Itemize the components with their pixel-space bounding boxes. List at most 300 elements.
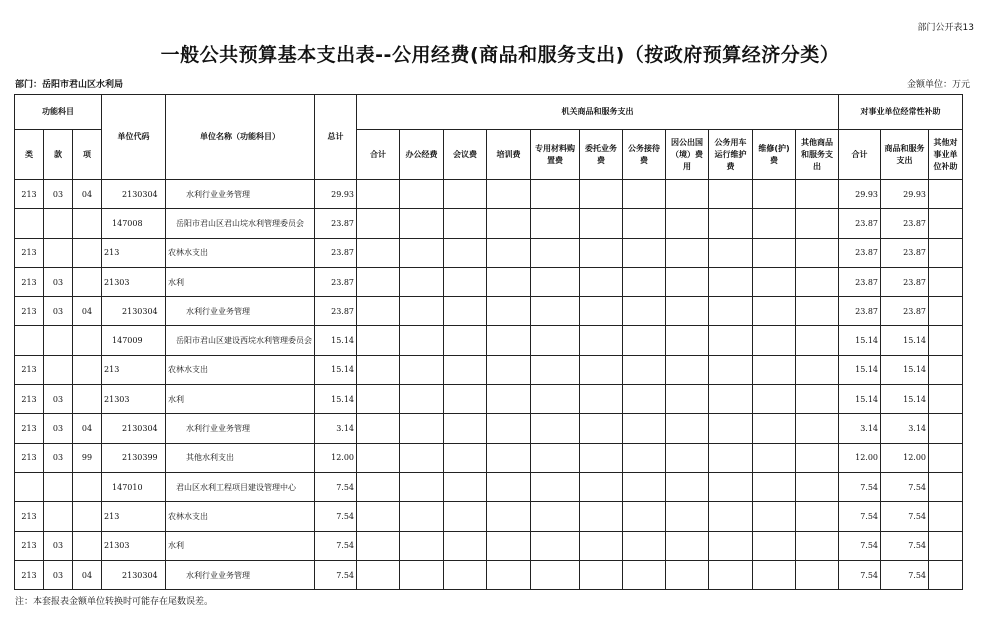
unit-code-cell: 2130304 xyxy=(102,560,166,589)
org-col-header: 维修(护)费 xyxy=(753,130,796,180)
kuan-cell: 03 xyxy=(44,443,73,472)
org-value-cell xyxy=(709,385,753,414)
subsidy-group-header: 对事业单位经常性补助 xyxy=(839,95,963,130)
org-value-cell xyxy=(400,355,444,384)
xiang-cell xyxy=(73,385,102,414)
org-value-cell xyxy=(357,180,400,209)
org-value-cell xyxy=(357,297,400,326)
org-value-cell xyxy=(580,502,623,531)
org-value-cell xyxy=(580,326,623,355)
org-value-cell xyxy=(753,531,796,560)
org-value-cell xyxy=(487,297,531,326)
org-value-cell xyxy=(796,355,839,384)
kuan-cell: 03 xyxy=(44,297,73,326)
subsidy-goods-cell: 12.00 xyxy=(881,443,929,472)
subsidy-other-cell xyxy=(929,560,963,589)
page-label: 部门公开表13 xyxy=(917,23,974,33)
lei-cell: 213 xyxy=(15,385,44,414)
unit-code-cell: 21303 xyxy=(102,385,166,414)
org-value-cell xyxy=(796,531,839,560)
table-header xyxy=(15,95,963,180)
org-value-cell xyxy=(400,443,444,472)
org-value-cell xyxy=(666,180,709,209)
org-value-cell xyxy=(623,297,666,326)
subsidy-total-cell: 3.14 xyxy=(839,414,881,443)
kuan-cell: 03 xyxy=(44,385,73,414)
org-col-header: 其他商品和服务支出 xyxy=(796,130,839,180)
subsidy-goods-cell: 15.14 xyxy=(881,355,929,384)
lei-cell: 213 xyxy=(15,180,44,209)
subsidy-other-cell xyxy=(929,238,963,267)
table-row xyxy=(15,238,963,267)
org-value-cell xyxy=(444,355,487,384)
subsidy-other-cell xyxy=(929,267,963,296)
subsidy-goods-cell: 23.87 xyxy=(881,238,929,267)
org-value-cell xyxy=(623,267,666,296)
subsidy-goods-cell: 7.54 xyxy=(881,560,929,589)
table-row xyxy=(15,209,963,238)
org-value-cell xyxy=(357,238,400,267)
org-value-cell xyxy=(623,414,666,443)
org-value-cell xyxy=(531,443,580,472)
org-value-cell xyxy=(709,531,753,560)
org-value-cell xyxy=(531,267,580,296)
xiang-cell xyxy=(73,472,102,501)
unit-name-cell: 农林水支出 xyxy=(166,502,315,531)
unit-name-cell: 水利行业业务管理 xyxy=(166,414,315,443)
org-value-cell xyxy=(623,326,666,355)
subsidy-other-cell xyxy=(929,326,963,355)
org-value-cell xyxy=(531,238,580,267)
org-value-cell xyxy=(400,209,444,238)
org-value-cell xyxy=(666,385,709,414)
org-value-cell xyxy=(623,472,666,501)
kuan-cell xyxy=(44,238,73,267)
org-value-cell xyxy=(444,502,487,531)
xiang-cell: 04 xyxy=(73,180,102,209)
org-value-cell xyxy=(666,414,709,443)
org-value-cell xyxy=(623,502,666,531)
subsidy-total-cell: 7.54 xyxy=(839,531,881,560)
org-value-cell xyxy=(357,531,400,560)
subsidy-goods-cell: 15.14 xyxy=(881,326,929,355)
org-value-cell xyxy=(580,531,623,560)
total-cell: 29.93 xyxy=(315,180,357,209)
org-value-cell xyxy=(709,560,753,589)
amount-unit-label: 金额单位：万元 xyxy=(906,80,970,90)
subsidy-total-cell: 15.14 xyxy=(839,385,881,414)
subsidy-other-cell xyxy=(929,385,963,414)
subsidy-total-cell: 12.00 xyxy=(839,443,881,472)
org-value-cell xyxy=(796,502,839,531)
lei-cell: 213 xyxy=(15,443,44,472)
org-value-cell xyxy=(531,297,580,326)
total-cell: 7.54 xyxy=(315,472,357,501)
org-value-cell xyxy=(666,326,709,355)
org-value-cell xyxy=(531,472,580,501)
org-value-cell xyxy=(487,472,531,501)
xiang-cell xyxy=(73,209,102,238)
lei-cell: 213 xyxy=(15,267,44,296)
org-value-cell xyxy=(709,238,753,267)
org-value-cell xyxy=(623,209,666,238)
org-value-cell xyxy=(487,560,531,589)
org-value-cell xyxy=(666,443,709,472)
total-cell: 15.14 xyxy=(315,326,357,355)
subsidy-other-cell xyxy=(929,531,963,560)
subsidy-goods-cell: 29.93 xyxy=(881,180,929,209)
org-value-cell xyxy=(796,560,839,589)
unit-name-cell: 水利 xyxy=(166,531,315,560)
org-value-cell xyxy=(753,209,796,238)
org-value-cell xyxy=(796,472,839,501)
subsidy-total-cell: 7.54 xyxy=(839,472,881,501)
org-value-cell xyxy=(531,209,580,238)
xiang-cell: 04 xyxy=(73,414,102,443)
unit-code-cell: 21303 xyxy=(102,531,166,560)
org-value-cell xyxy=(709,297,753,326)
org-value-cell xyxy=(753,238,796,267)
org-value-cell xyxy=(753,385,796,414)
unit-name-cell: 水利行业业务管理 xyxy=(166,560,315,589)
org-value-cell xyxy=(709,267,753,296)
org-value-cell xyxy=(666,297,709,326)
kuan-cell: 03 xyxy=(44,267,73,296)
unit-code-header: 单位代码 xyxy=(102,95,166,180)
unit-code-cell: 147008 xyxy=(102,209,166,238)
org-value-cell xyxy=(709,355,753,384)
subsidy-total-cell: 23.87 xyxy=(839,297,881,326)
page-title: 一般公共预算基本支出表--公用经费(商品和服务支出)（按政府预算经济分类） xyxy=(160,44,840,66)
xiang-cell xyxy=(73,531,102,560)
table-row xyxy=(15,443,963,472)
org-value-cell xyxy=(666,355,709,384)
org-value-cell xyxy=(753,472,796,501)
org-value-cell xyxy=(796,385,839,414)
org-value-cell xyxy=(753,326,796,355)
org-value-cell xyxy=(623,238,666,267)
total-cell: 23.87 xyxy=(315,267,357,296)
unit-name-cell: 水利行业业务管理 xyxy=(166,297,315,326)
subsidy-total-cell: 23.87 xyxy=(839,238,881,267)
unit-code-cell: 21303 xyxy=(102,267,166,296)
org-value-cell xyxy=(400,472,444,501)
subsidy-goods-cell: 7.54 xyxy=(881,502,929,531)
org-value-cell xyxy=(580,297,623,326)
org-value-cell xyxy=(400,297,444,326)
org-value-cell xyxy=(444,531,487,560)
kuan-cell xyxy=(44,502,73,531)
org-value-cell xyxy=(531,502,580,531)
org-value-cell xyxy=(444,560,487,589)
org-value-cell xyxy=(666,531,709,560)
subsidy-total-cell: 15.14 xyxy=(839,326,881,355)
budget-table xyxy=(14,94,963,590)
subsidy-col-header: 合计 xyxy=(839,130,881,180)
org-value-cell xyxy=(357,414,400,443)
org-value-cell xyxy=(796,209,839,238)
org-value-cell xyxy=(487,355,531,384)
org-value-cell xyxy=(444,180,487,209)
org-group-header: 机关商品和服务支出 xyxy=(357,95,839,130)
org-value-cell xyxy=(753,267,796,296)
lei-cell: 213 xyxy=(15,414,44,443)
xiang-cell xyxy=(73,267,102,296)
table-row xyxy=(15,385,963,414)
org-value-cell xyxy=(444,472,487,501)
org-value-cell xyxy=(580,385,623,414)
org-value-cell xyxy=(580,443,623,472)
org-value-cell xyxy=(357,472,400,501)
org-value-cell xyxy=(357,443,400,472)
func-group-header: 功能科目 xyxy=(15,95,102,130)
org-value-cell xyxy=(580,355,623,384)
kuan-cell xyxy=(44,209,73,238)
subsidy-goods-cell: 3.14 xyxy=(881,414,929,443)
unit-name-cell: 其他水利支出 xyxy=(166,443,315,472)
unit-code-cell: 2130304 xyxy=(102,414,166,443)
org-value-cell xyxy=(487,502,531,531)
unit-name-cell: 君山区水利工程项目建设管理中心 xyxy=(166,472,315,501)
org-value-cell xyxy=(487,180,531,209)
department-label: 部门：岳阳市君山区水利局 xyxy=(15,80,124,90)
org-value-cell xyxy=(753,414,796,443)
org-value-cell xyxy=(487,443,531,472)
org-value-cell xyxy=(666,502,709,531)
org-value-cell xyxy=(444,385,487,414)
org-value-cell xyxy=(531,414,580,443)
subsidy-total-cell: 7.54 xyxy=(839,502,881,531)
unit-code-cell: 147010 xyxy=(102,472,166,501)
org-col-header: 办公经费 xyxy=(400,130,444,180)
org-value-cell xyxy=(623,443,666,472)
org-value-cell xyxy=(709,443,753,472)
org-value-cell xyxy=(400,502,444,531)
unit-code-cell: 2130304 xyxy=(102,180,166,209)
org-value-cell xyxy=(796,267,839,296)
org-value-cell xyxy=(400,385,444,414)
kuan-cell: 03 xyxy=(44,531,73,560)
lei-cell: 213 xyxy=(15,238,44,267)
org-value-cell xyxy=(444,443,487,472)
subsidy-other-cell xyxy=(929,355,963,384)
org-value-cell xyxy=(796,326,839,355)
table-row xyxy=(15,267,963,296)
org-col-header: 培训费 xyxy=(487,130,531,180)
subsidy-goods-cell: 23.87 xyxy=(881,209,929,238)
xiang-cell: 04 xyxy=(73,297,102,326)
total-header: 总计 xyxy=(315,95,357,180)
org-value-cell xyxy=(796,414,839,443)
unit-code-cell: 2130304 xyxy=(102,297,166,326)
org-col-header: 会议费 xyxy=(444,130,487,180)
unit-name-cell: 农林水支出 xyxy=(166,355,315,384)
xiang-cell: 04 xyxy=(73,560,102,589)
kuan-cell: 03 xyxy=(44,414,73,443)
org-value-cell xyxy=(531,531,580,560)
org-value-cell xyxy=(666,209,709,238)
org-value-cell xyxy=(580,238,623,267)
total-cell: 15.14 xyxy=(315,355,357,384)
footnote: 注：本套报表金额单位转换时可能存在尾数误差。 xyxy=(15,597,214,607)
subsidy-other-cell xyxy=(929,297,963,326)
org-value-cell xyxy=(623,355,666,384)
org-value-cell xyxy=(487,267,531,296)
subsidy-other-cell xyxy=(929,502,963,531)
xiang-cell xyxy=(73,326,102,355)
unit-code-cell: 147009 xyxy=(102,326,166,355)
org-value-cell xyxy=(357,267,400,296)
subsidy-col-header: 商品和服务支出 xyxy=(881,130,929,180)
lei-header: 类 xyxy=(15,130,44,180)
kuan-cell xyxy=(44,472,73,501)
table-row xyxy=(15,180,963,209)
table-row xyxy=(15,355,963,384)
org-value-cell xyxy=(531,560,580,589)
org-value-cell xyxy=(580,414,623,443)
total-cell: 12.00 xyxy=(315,443,357,472)
org-value-cell xyxy=(531,355,580,384)
org-value-cell xyxy=(753,297,796,326)
org-col-header: 公务用车运行维护费 xyxy=(709,130,753,180)
subsidy-goods-cell: 23.87 xyxy=(881,297,929,326)
org-value-cell xyxy=(709,502,753,531)
kuan-header: 款 xyxy=(44,130,73,180)
org-value-cell xyxy=(444,267,487,296)
org-value-cell xyxy=(357,385,400,414)
lei-cell: 213 xyxy=(15,531,44,560)
org-value-cell xyxy=(487,385,531,414)
table-row xyxy=(15,472,963,501)
org-value-cell xyxy=(400,180,444,209)
org-value-cell xyxy=(400,326,444,355)
lei-cell xyxy=(15,472,44,501)
org-value-cell xyxy=(357,209,400,238)
org-value-cell xyxy=(796,238,839,267)
total-cell: 7.54 xyxy=(315,531,357,560)
org-col-header: 合计 xyxy=(357,130,400,180)
org-value-cell xyxy=(531,180,580,209)
subsidy-other-cell xyxy=(929,443,963,472)
table-row xyxy=(15,414,963,443)
lei-cell: 213 xyxy=(15,560,44,589)
org-value-cell xyxy=(400,560,444,589)
org-value-cell xyxy=(623,180,666,209)
lei-cell: 213 xyxy=(15,502,44,531)
org-value-cell xyxy=(444,414,487,443)
kuan-cell: 03 xyxy=(44,560,73,589)
subsidy-goods-cell: 15.14 xyxy=(881,385,929,414)
org-value-cell xyxy=(753,180,796,209)
lei-cell xyxy=(15,209,44,238)
total-cell: 7.54 xyxy=(315,560,357,589)
org-value-cell xyxy=(444,326,487,355)
unit-name-cell: 岳阳市君山区君山垸水利管理委员会 xyxy=(166,209,315,238)
total-cell: 23.87 xyxy=(315,209,357,238)
xiang-cell xyxy=(73,355,102,384)
total-cell: 23.87 xyxy=(315,238,357,267)
org-value-cell xyxy=(623,560,666,589)
xiang-cell: 99 xyxy=(73,443,102,472)
table-row xyxy=(15,531,963,560)
org-value-cell xyxy=(709,209,753,238)
org-value-cell xyxy=(400,267,444,296)
xiang-header: 项 xyxy=(73,130,102,180)
lei-cell: 213 xyxy=(15,355,44,384)
org-value-cell xyxy=(400,414,444,443)
total-cell: 15.14 xyxy=(315,385,357,414)
org-value-cell xyxy=(400,531,444,560)
subsidy-total-cell: 15.14 xyxy=(839,355,881,384)
org-value-cell xyxy=(357,355,400,384)
org-value-cell xyxy=(796,297,839,326)
unit-code-cell: 213 xyxy=(102,502,166,531)
subsidy-total-cell: 23.87 xyxy=(839,209,881,238)
unit-code-cell: 213 xyxy=(102,238,166,267)
org-value-cell xyxy=(709,472,753,501)
lei-cell: 213 xyxy=(15,297,44,326)
org-col-header: 因公出国（境）费用 xyxy=(666,130,709,180)
unit-code-cell: 2130399 xyxy=(102,443,166,472)
org-value-cell xyxy=(531,326,580,355)
org-value-cell xyxy=(666,560,709,589)
org-value-cell xyxy=(487,238,531,267)
org-value-cell xyxy=(666,472,709,501)
total-cell: 23.87 xyxy=(315,297,357,326)
subsidy-other-cell xyxy=(929,414,963,443)
org-value-cell xyxy=(753,443,796,472)
org-value-cell xyxy=(357,326,400,355)
org-value-cell xyxy=(753,355,796,384)
subsidy-other-cell xyxy=(929,180,963,209)
subsidy-total-cell: 29.93 xyxy=(839,180,881,209)
org-value-cell xyxy=(487,414,531,443)
table-row xyxy=(15,502,963,531)
org-value-cell xyxy=(623,531,666,560)
org-value-cell xyxy=(666,238,709,267)
org-value-cell xyxy=(531,385,580,414)
org-value-cell xyxy=(357,560,400,589)
total-cell: 7.54 xyxy=(315,502,357,531)
table-row xyxy=(15,560,963,589)
org-value-cell xyxy=(444,297,487,326)
xiang-cell xyxy=(73,502,102,531)
org-value-cell xyxy=(580,209,623,238)
subsidy-total-cell: 7.54 xyxy=(839,560,881,589)
org-value-cell xyxy=(487,326,531,355)
unit-code-cell: 213 xyxy=(102,355,166,384)
unit-name-header: 单位名称（功能科目） xyxy=(166,95,315,180)
org-value-cell xyxy=(753,560,796,589)
subsidy-total-cell: 23.87 xyxy=(839,267,881,296)
subsidy-col-header: 其他对事业单位补助 xyxy=(929,130,963,180)
unit-name-cell: 水利行业业务管理 xyxy=(166,180,315,209)
subsidy-other-cell xyxy=(929,209,963,238)
org-value-cell xyxy=(623,385,666,414)
org-value-cell xyxy=(487,209,531,238)
org-value-cell xyxy=(580,180,623,209)
table-row xyxy=(15,326,963,355)
subsidy-other-cell xyxy=(929,472,963,501)
org-value-cell xyxy=(709,326,753,355)
org-value-cell xyxy=(580,560,623,589)
table-body xyxy=(15,180,963,590)
table-row xyxy=(15,297,963,326)
kuan-cell: 03 xyxy=(44,180,73,209)
subsidy-goods-cell: 7.54 xyxy=(881,531,929,560)
org-value-cell xyxy=(400,238,444,267)
org-col-header: 公务接待费 xyxy=(623,130,666,180)
